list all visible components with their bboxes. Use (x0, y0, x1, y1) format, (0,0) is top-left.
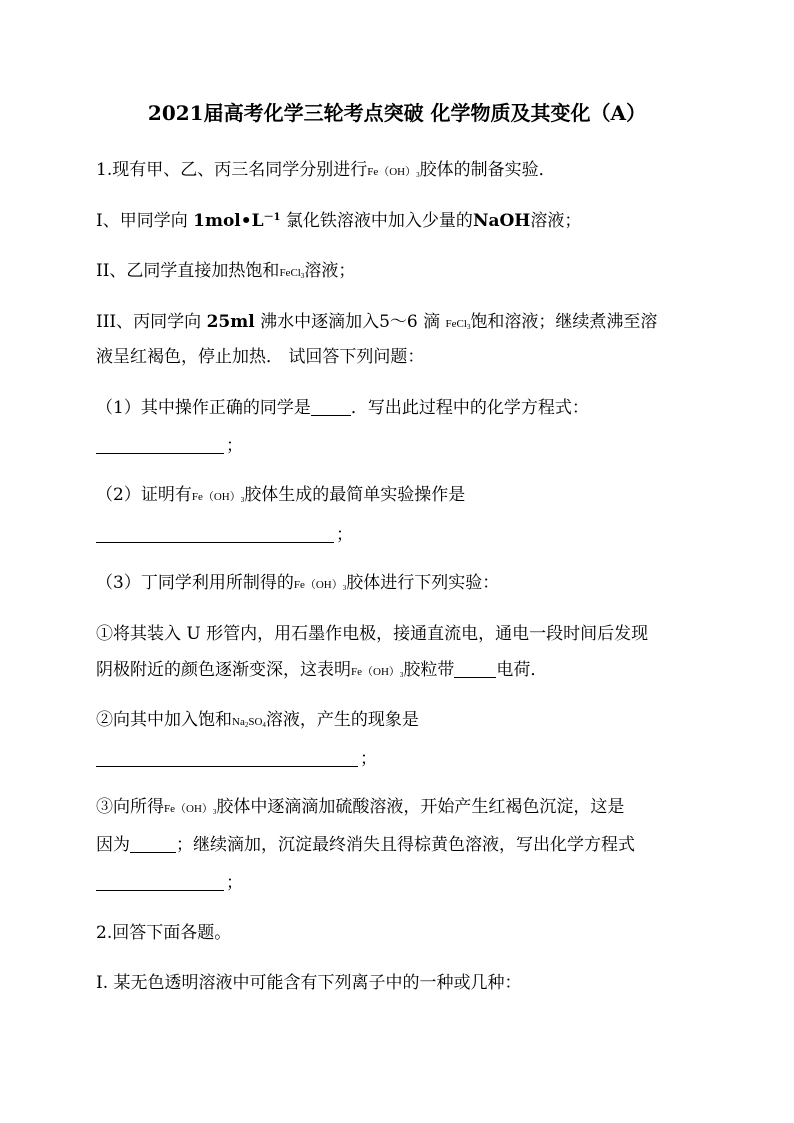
answer-blank[interactable] (311, 399, 351, 416)
q1-circled-2: ②向其中加入饱和$Na_2SO_4$溶液，产生的现象是 (96, 710, 419, 730)
concentration: $1mol•L^{-1}$ (193, 211, 281, 231)
q1-sub-1: （1）其中操作正确的同学是 ．写出此过程中的化学方程式： (96, 398, 589, 418)
answer-blank[interactable] (96, 874, 224, 891)
answer-blank[interactable] (96, 437, 224, 454)
answer-blank[interactable] (130, 836, 176, 853)
q1-item-3-line2: 液呈红褐色，停止加热． 试回答下列问题： (96, 347, 425, 367)
drop-count: 5～6 (379, 312, 418, 332)
answer-blank[interactable] (96, 526, 334, 543)
volume: 25ml (206, 312, 255, 332)
q1-item-2: II、乙同学直接加热饱和FeCl$_3$溶液； (96, 261, 356, 281)
fe-oh3-formula: $Fe(OH)_3$ (293, 579, 347, 592)
q1-item-1: I、甲同学向 $1mol•L^{-1}$ 氯化铁溶液中加入少量的NaOH溶液； (96, 211, 582, 231)
fecl3-formula: FeCl$_3$ (279, 267, 305, 280)
fe-oh3-formula: $Fe(OH)_3$ (367, 166, 420, 179)
q1-circled-3-line2: 因为 ；继续滴加，沉淀最终消失且得棕黄色溶液，写出化学方程式 (96, 835, 635, 855)
fe-oh3-formula: $Fe(OH)_3$ (164, 803, 217, 816)
q1-circled-3-answer: ； (96, 872, 243, 894)
answer-blank[interactable] (454, 661, 496, 678)
q1-sub-1-answer: ； (96, 435, 243, 457)
q1-sub-3: （3）丁同学利用所制得的$Fe(OH)_3$胶体进行下列实验： (96, 573, 500, 593)
q1-circled-1-line1: ①将其装入 U 形管内，用石墨作电极，接通直流电，通电一段时间后发现 (96, 624, 649, 644)
q1-intro (96, 159, 556, 183)
q2-heading: 2.回答下面各题。 (96, 923, 232, 943)
q1-circled-1-line2: 阴极附近的颜色逐渐变深，这表明$Fe(OH)_3$胶粒带 电荷． (96, 660, 548, 680)
q2-part-1: Ⅰ. 某无色透明溶液中可能含有下列离子中的一种或几种： (96, 973, 522, 993)
page-title: 2021届高考化学三轮考点突破 化学物质及其变化（A） (147, 101, 647, 125)
naoh-formula: NaOH (472, 211, 531, 231)
q1-circled-3-line1: ③向所得$Fe(OH)_3$胶体中逐滴滴加硫酸溶液，开始产生红褐色沉淀，这是 (96, 797, 625, 817)
q1-sub-2: （2）证明有$Fe(OH)_3$胶体生成的最简单实验操作是 (96, 485, 466, 505)
fe-oh3-formula: $Fe(OH)_3$ (191, 491, 245, 504)
q1-item-3: III、丙同学向 25ml 沸水中逐滴加入5～6 滴 FeCl$_3$饱和溶液；继续煮沸至溶 (96, 312, 658, 332)
q1-circled-2-answer: ； (96, 748, 377, 770)
answer-blank[interactable] (96, 750, 358, 767)
na2so4-formula: $Na_2SO_4$ (232, 716, 266, 729)
fecl3-formula: FeCl$_3$ (445, 318, 471, 331)
q1-intro-prefix: 1.现有甲、乙、丙三名同学分别进行 (96, 160, 368, 180)
q1-intro-suffix: 胶体的制备实验． (419, 160, 556, 180)
q1-sub-2-answer: ； (96, 524, 353, 546)
fe-oh3-formula: $Fe(OH)_3$ (351, 666, 404, 679)
